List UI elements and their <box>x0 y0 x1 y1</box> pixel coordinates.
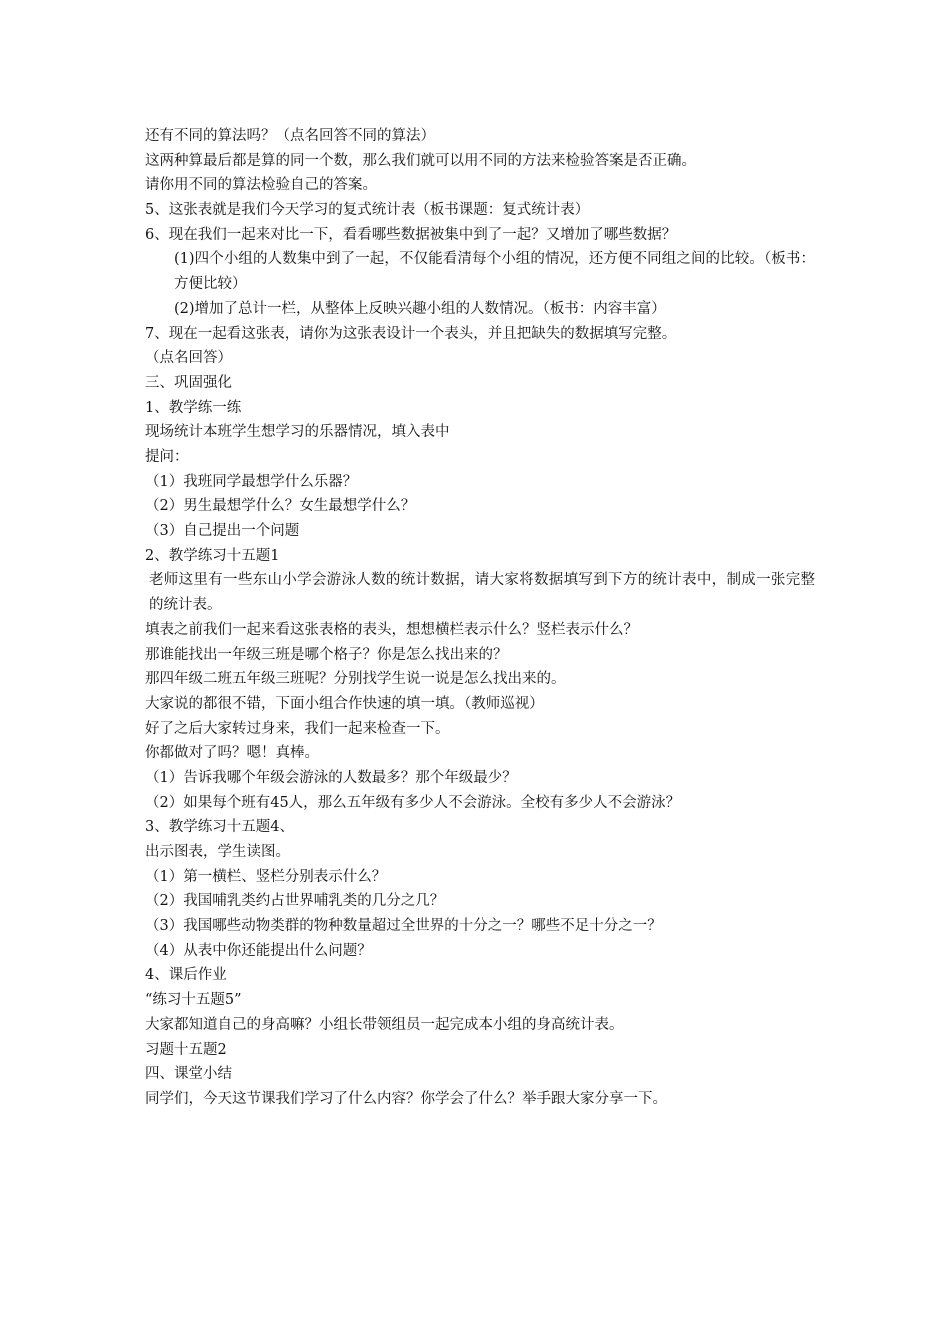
paragraph: （点名回答） <box>145 350 232 367</box>
paragraph: 那谁能找出一年级三班是哪个格子？你是怎么找出来的？ <box>145 646 508 663</box>
paragraph: 现场统计本班学生想学习的乐器情况，填入表中 <box>145 424 450 441</box>
list-item: （2）男生最想学什么？女生最想学什么？ <box>145 498 416 515</box>
list-item: （2）我国哺乳类约占世界哺乳类的几分之几？ <box>145 893 445 910</box>
paragraph: 填表之前我们一起来看这张表格的表头，想想横栏表示什么？竖栏表示什么？ <box>145 621 638 638</box>
subsection-heading: 3、教学练习十五题4、 <box>145 819 294 836</box>
paragraph-text: (1)四个小组的人数集中到了一起，不仅能看清每个小组的情况，还方便不同组之间的比较。（板书：方便比较） <box>174 251 815 293</box>
subsection-heading: 2、教学练习十五题1 <box>145 547 280 564</box>
list-item: （3）我国哪些动物类群的物种数量超过全世界的十分之一？哪些不足十分之一？ <box>145 918 662 935</box>
section-heading: 四、课堂小结 <box>145 1066 232 1083</box>
paragraph-indented <box>145 247 815 296</box>
list-item: （4）从表中你还能提出什么问题？ <box>145 942 372 959</box>
list-item: （1）告诉我哪个年级会游泳的人数最多？那个年级最少？ <box>145 769 517 786</box>
paragraph: 大家都知道自己的身高嘛？小组长带领组员一起完成本小组的身高统计表。 <box>145 1016 624 1033</box>
paragraph: 大家说的都很不错，下面小组合作快速的填一填。（教师巡视） <box>145 695 544 712</box>
paragraph: 这两种算最后都是算的同一个数，那么我们就可以用不同的方法来检验答案是否正确。 <box>145 152 696 169</box>
list-item: （2）如果每个班有45人，那么五年级有多少人不会游泳。全校有多少人不会游泳？ <box>145 794 681 811</box>
paragraph: 同学们，今天这节课我们学习了什么内容？你学会了什么？举手跟大家分享一下。 <box>145 1090 667 1107</box>
list-item: （1）第一横栏、竖栏分别表示什么？ <box>145 868 387 885</box>
list-item: （1）我班同学最想学什么乐器？ <box>145 473 358 490</box>
paragraph: 5、这张表就是我们今天学习的复式统计表（板书课题：复式统计表） <box>145 202 590 219</box>
paragraph: 习题十五题2 <box>145 1041 227 1058</box>
paragraph: 请你用不同的算法检验自己的答案。 <box>145 177 377 194</box>
document-body <box>145 124 815 1112</box>
list-item: （3）自己提出一个问题 <box>145 523 300 540</box>
paragraph: “练习十五题5” <box>145 992 242 1009</box>
paragraph: 7、现在一起看这张表，请你为这张表设计一个表头，并且把缺失的数据填写完整。 <box>145 325 677 342</box>
paragraph-indented: (2)增加了总计一栏，从整体上反映兴趣小组的人数情况。（板书：内容丰富） <box>174 300 666 317</box>
paragraph: 出示图表，学生读图。 <box>145 844 290 860</box>
section-heading: 三、巩固强化 <box>145 374 232 391</box>
paragraph: 还有不同的算法吗？（点名回答不同的算法） <box>145 128 435 144</box>
paragraph: 提问： <box>145 448 189 465</box>
paragraph: 好了之后大家转过身来，我们一起来检查一下。 <box>145 720 450 737</box>
subsection-heading: 4、课后作业 <box>145 967 227 984</box>
paragraph: 老师这里有一些东山小学会游泳人数的统计数据，请大家将数据填写到下方的统计表中，制成一张完整的统计表。 <box>149 572 815 614</box>
paragraph: 6、现在我们一起来对比一下，看看哪些数据被集中到了一起？又增加了哪些数据？ <box>145 226 677 243</box>
subsection-heading: 1、教学练一练 <box>145 399 242 416</box>
paragraph: 那四年级二班五年级三班呢？分别找学生说一说是怎么找出来的。 <box>145 671 566 688</box>
paragraph: 你都做对了吗？嗯！真棒。 <box>145 745 319 762</box>
